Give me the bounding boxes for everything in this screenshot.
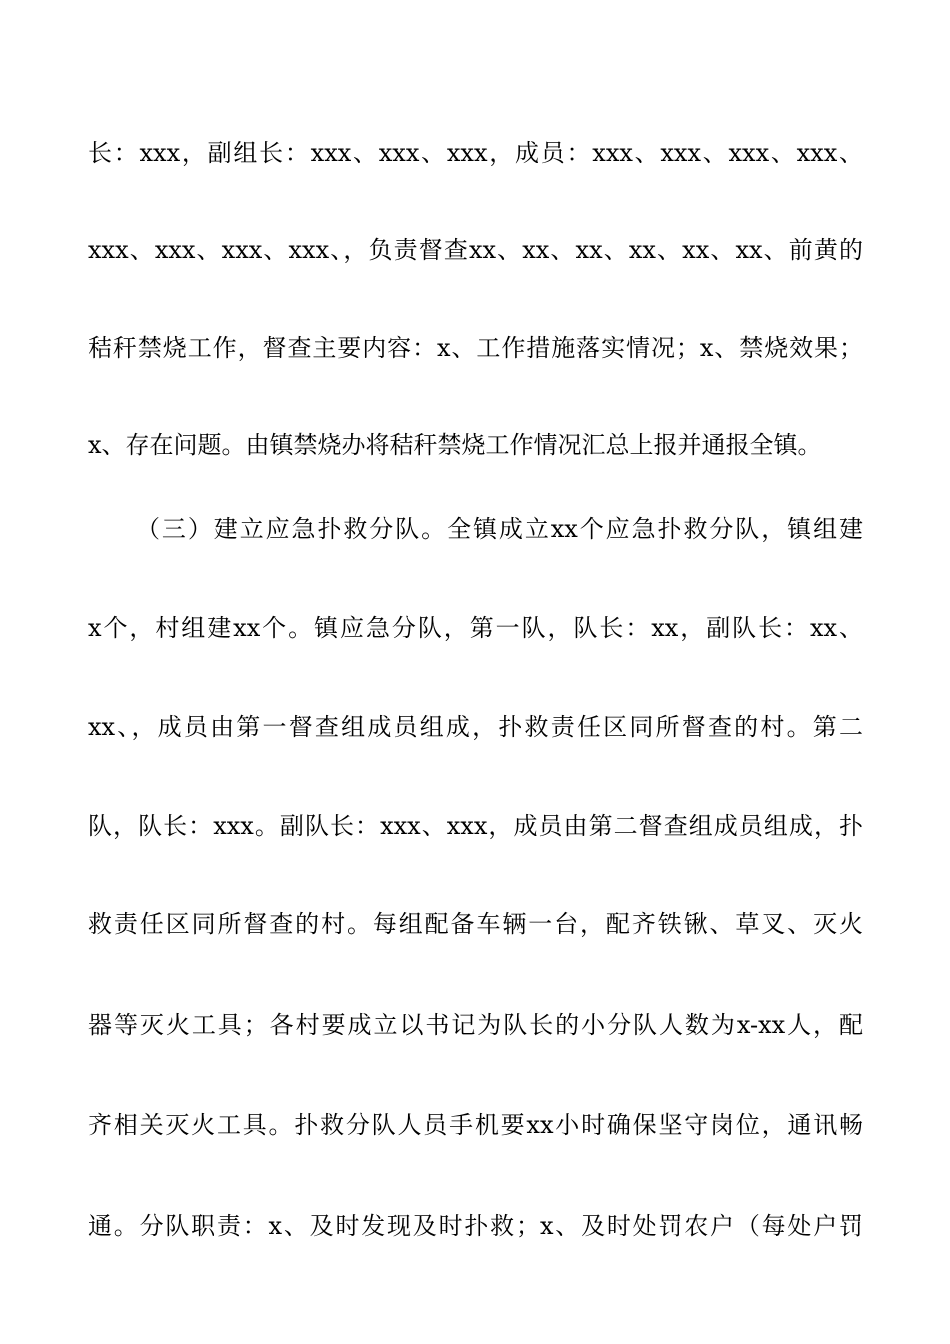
text-line-2: xxx、xxx、xxx、xxx、，负责督查xx、xx、xx、xx、xx、xx、前黄的 xyxy=(88,236,863,264)
text-line-12: 通。分队职责：x、及时发现及时扑救；x、及时处罚农户（每处户罚 xyxy=(88,1212,863,1240)
text-line-11: 齐相关灭火工具。扑救分队人员手机要xx小时确保坚守岗位，通讯畅 xyxy=(88,1111,863,1139)
text-line-6: x个，村组建xx个。镇应急分队，第一队，队长：xx，副队长：xx、 xyxy=(88,614,863,642)
text-line-1: 长：xxx，副组长：xxx、xxx、xxx，成员：xxx、xxx、xxx、xxx、 xyxy=(88,139,863,167)
text-line-4: x、存在问题。由镇禁烧办将秸秆禁烧工作情况汇总上报并通报全镇。 xyxy=(88,431,822,459)
section-heading-line: （三）建立应急扑救分队。全镇成立xx个应急扑救分队，镇组建 xyxy=(136,515,863,543)
text-line-9: 救责任区同所督查的村。每组配备车辆一台，配齐铁锹、草叉、灭火 xyxy=(88,910,863,938)
text-line-3: 秸秆禁烧工作，督查主要内容：x、工作措施落实情况；x、禁烧效果； xyxy=(88,334,863,362)
text-line-8: 队，队长：xxx。副队长：xxx、xxx，成员由第二督查组成员组成，扑 xyxy=(88,812,863,840)
text-line-10: 器等灭火工具；各村要成立以书记为队长的小分队人数为x-xx人，配 xyxy=(88,1011,863,1039)
text-line-7: xx、，成员由第一督查组成员组成，扑救责任区同所督查的村。第二 xyxy=(88,713,863,741)
